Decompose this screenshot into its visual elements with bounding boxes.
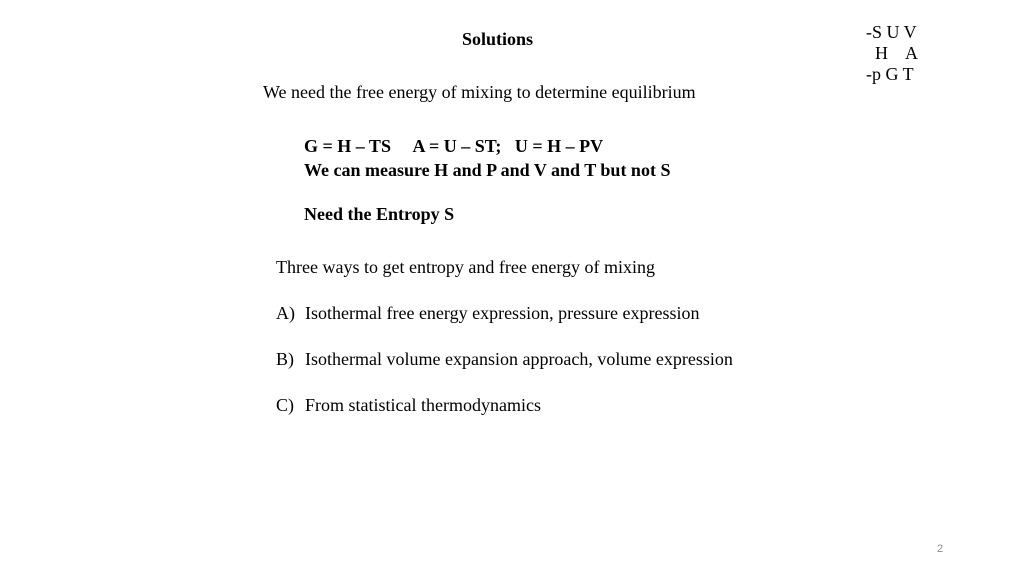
page-number: 2 [937,543,944,555]
list-item-text: From statistical thermodynamics [305,395,541,415]
list-marker: C) [276,395,294,415]
need-entropy-text: Need the Entropy S [304,204,455,224]
thermo-square-mnemonic [866,22,918,85]
list-item-text: Isothermal volume expansion approach, volume expression [305,349,733,369]
equation-line: G = H – TS A = U – ST; U = H – PV [304,136,604,156]
list-marker: B) [276,349,294,369]
list-item [276,395,541,416]
list-item [276,303,700,324]
equation-block [304,134,670,182]
mnemonic-line-3: -p G T [866,64,914,84]
mnemonic-line-2: H A [866,43,919,63]
list-item [276,349,733,370]
measurable-quantities-line: We can measure H and P and V and T but not S [304,160,671,180]
list-item-text: Isothermal free energy expression, pressure expression [305,303,700,323]
list-marker: A) [276,303,295,323]
slide-title: Solutions [462,29,534,49]
intro-text: We need the free energy of mixing to determine equilibrium [263,82,696,102]
mnemonic-line-1: -S U V [866,22,917,42]
ways-heading: Three ways to get entropy and free energy of mixing [276,257,656,277]
